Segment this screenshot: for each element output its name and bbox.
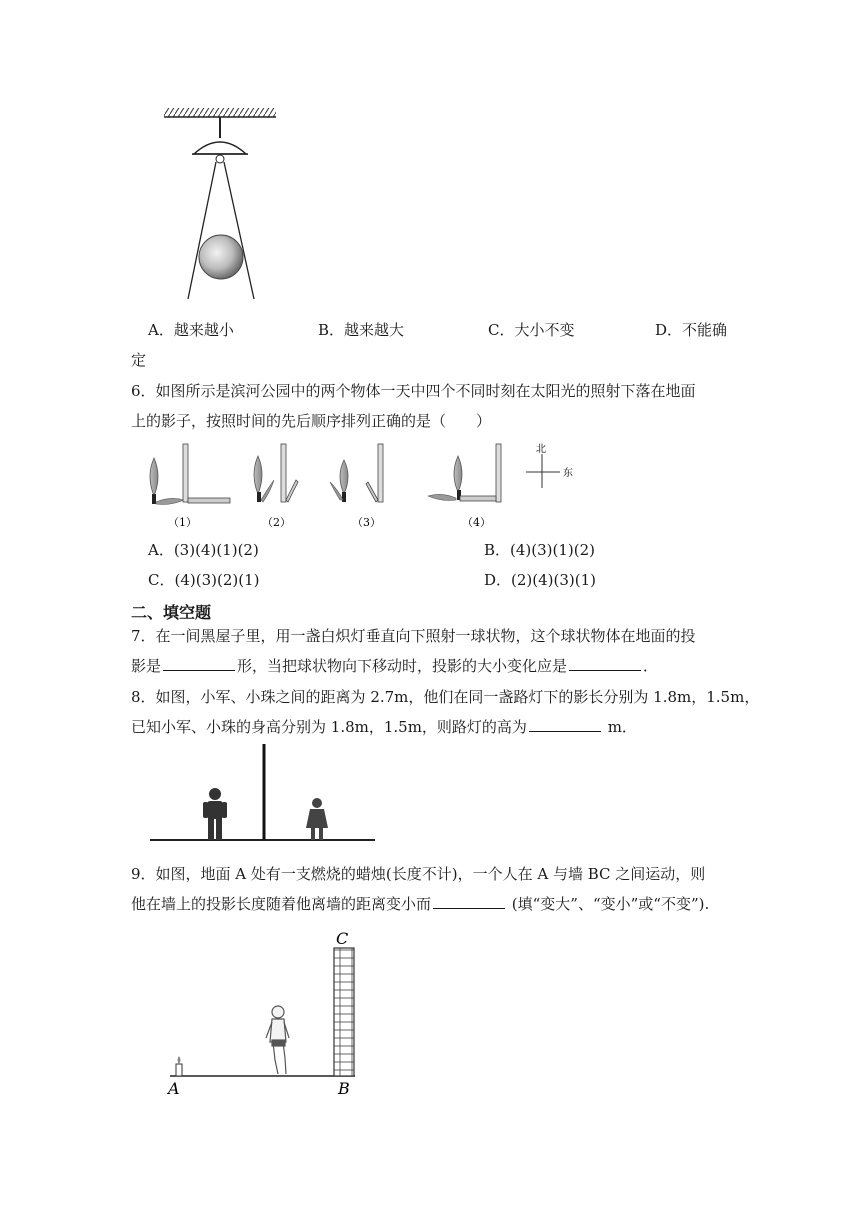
q7-blank-1[interactable] <box>163 656 235 671</box>
figure-label-3: （3） <box>352 516 381 529</box>
street-lamp-figure <box>145 742 380 847</box>
q9-blank[interactable] <box>433 894 505 909</box>
q7-blank-2[interactable] <box>569 656 641 671</box>
q8-text-a: 已知小军、小珠的身高分别为 1.8m，1.5m，则路灯的高为 <box>131 718 527 736</box>
point-b-label: B <box>338 1079 350 1098</box>
shadow-sequence-figure <box>140 436 590 536</box>
q9-text-a: 他在墙上的投影长度随着他离墙的距离变小而 <box>131 895 432 913</box>
q7-text-line2 <box>131 656 658 676</box>
point-a-label: A <box>168 1079 180 1098</box>
q5-option-a: A．越来越小 <box>148 321 234 339</box>
compass-east-label: 东 <box>563 468 573 479</box>
q9-text-b: (填“变大”、“变小”或“不变”). <box>507 895 710 913</box>
q5-option-d-wrap: 定 <box>131 351 147 369</box>
q8-text-b: m． <box>602 718 637 736</box>
figure-label-4: （4） <box>462 516 491 529</box>
person-xiaozhu-icon <box>306 798 328 840</box>
q7-text-c: ． <box>643 657 659 675</box>
q7-text-b: 形，当把球状物向下移动时，投影的大小变化应是 <box>237 657 568 675</box>
q7-text-line1: 7．在一间黑屋子里，用一盏白炽灯垂直向下照射一球状物，这个球状物体在地面的投 <box>131 627 696 645</box>
q5-option-b: B．越来越大 <box>318 321 405 339</box>
q9-text-line2 <box>131 894 709 914</box>
figure-label-2: （2） <box>262 516 291 529</box>
candle-icon <box>176 1056 182 1076</box>
shadow-diagram-2 <box>254 444 298 502</box>
lamp-ball-figure <box>160 106 280 306</box>
shadow-diagram-3 <box>330 444 383 502</box>
q5-option-c: C．大小不变 <box>488 321 575 339</box>
figure-label-1: （1） <box>168 516 197 529</box>
q8-text-line1: 8．如图，小军、小珠之间的距离为 2.7m，他们在同一盏路灯下的影长分别为 1.8m，1.5m， <box>131 688 760 706</box>
q8-text-line2 <box>131 717 637 737</box>
compass-icon <box>526 454 560 488</box>
q6-option-c: C．(4)(3)(2)(1) <box>148 571 260 589</box>
q5-option-d: D．不能确 <box>655 321 728 339</box>
shadow-diagram-1 <box>150 444 230 505</box>
compass-north-label: 北 <box>536 444 546 455</box>
q8-blank[interactable] <box>529 717 601 732</box>
walking-person-icon <box>266 1006 289 1074</box>
q6-option-d: D．(2)(4)(3)(1) <box>484 571 597 589</box>
q6-text-line1: 6．如图所示是滨河公园中的两个物体一天中四个不同时刻在太阳光的照射下落在地面 <box>131 382 696 400</box>
candle-wall-figure <box>160 926 370 1101</box>
section-title: 二、填空题 <box>131 603 212 622</box>
shadow-diagram-4 <box>428 444 501 502</box>
q6-text-line2: 上的影子，按照时间的先后顺序排列正确的是（ ） <box>131 412 492 430</box>
person-xiaojun-icon <box>203 788 227 840</box>
q6-option-b: B．(4)(3)(1)(2) <box>484 541 596 559</box>
q9-text-line1: 9．如图，地面 A 处有一支燃烧的蜡烛(长度不计)，一个人在 A 与墙 BC 之间运动，则 <box>131 865 706 883</box>
point-c-label: C <box>336 929 349 948</box>
q7-text-a: 影是 <box>131 657 162 675</box>
q6-option-a: A．(3)(4)(1)(2) <box>148 541 259 559</box>
